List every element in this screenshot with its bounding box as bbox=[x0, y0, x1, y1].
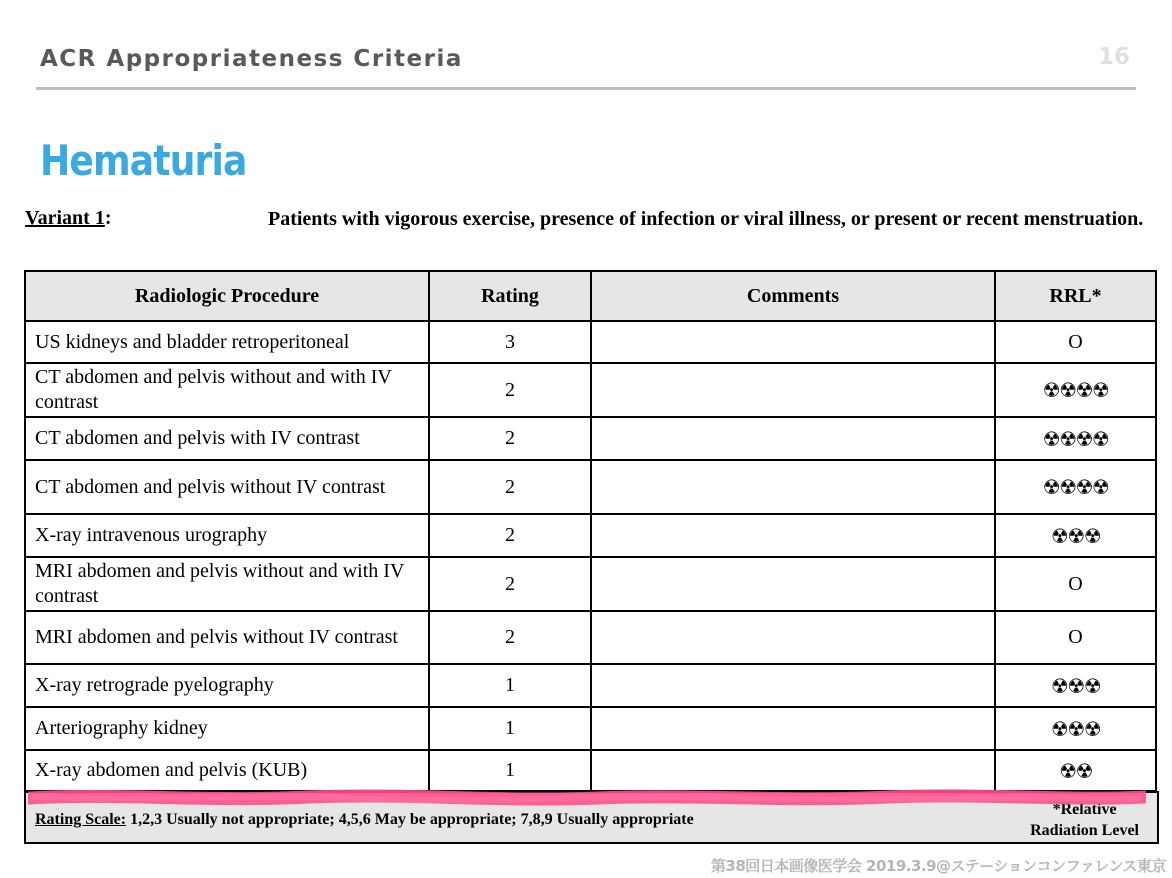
rrl-radiation-icons: ☢☢☢ bbox=[995, 514, 1156, 557]
rating-cell: 2 bbox=[429, 557, 591, 611]
procedure-cell: CT abdomen and pelvis with IV contrast bbox=[25, 417, 429, 460]
table-row bbox=[25, 557, 1156, 611]
procedure-cell: MRI abdomen and pelvis without IV contrast bbox=[25, 611, 429, 664]
comments-cell bbox=[591, 750, 995, 791]
table-row bbox=[25, 611, 1156, 664]
header-title: ACR Appropriateness Criteria bbox=[40, 46, 463, 72]
table-row bbox=[25, 514, 1156, 557]
procedure-cell: CT abdomen and pelvis without and with IV contrast bbox=[25, 363, 429, 417]
criteria-table bbox=[24, 270, 1157, 792]
variant-label-text: Variant 1 bbox=[25, 207, 105, 229]
table-row bbox=[25, 417, 1156, 460]
variant-description: Patients with vigorous exercise, presence of infection or viral illness, or present or recent menstruation. bbox=[268, 208, 1144, 230]
comments-cell bbox=[591, 363, 995, 417]
column-header-rrl: RRL* bbox=[995, 271, 1156, 321]
column-header-comments: Comments bbox=[591, 271, 995, 321]
rating-cell: 1 bbox=[429, 750, 591, 791]
rating-cell: 2 bbox=[429, 417, 591, 460]
comments-cell bbox=[591, 611, 995, 664]
rating-cell: 2 bbox=[429, 363, 591, 417]
rating-cell: 2 bbox=[429, 514, 591, 557]
table-row bbox=[25, 460, 1156, 514]
rating-scale-label: Rating Scale: bbox=[35, 811, 127, 828]
rrl-legend-line2: Radiation Level bbox=[1030, 822, 1139, 839]
comments-cell bbox=[591, 417, 995, 460]
rrl-radiation-icons: ☢☢☢ bbox=[995, 664, 1156, 707]
table-row bbox=[25, 750, 1156, 791]
variant-label-colon: : bbox=[104, 207, 112, 229]
comments-cell bbox=[591, 707, 995, 750]
rating-cell: 2 bbox=[429, 611, 591, 664]
header-divider bbox=[36, 87, 1136, 90]
table-header-row bbox=[25, 271, 1156, 321]
column-header-procedure: Radiologic Procedure bbox=[25, 271, 429, 321]
table-row bbox=[25, 664, 1156, 707]
slide-title: Hematuria bbox=[40, 136, 247, 185]
comments-cell bbox=[591, 321, 995, 363]
marker-highlight-stroke bbox=[28, 789, 1146, 807]
rrl-radiation-icons: ☢☢ bbox=[995, 750, 1156, 791]
rrl-cell: O bbox=[995, 557, 1156, 611]
rating-scale-text: 1,2,3 Usually not appropriate; 4,5,6 May be appropriate; 7,8,9 Usually appropriate bbox=[126, 811, 694, 828]
rrl-radiation-icons: ☢☢☢☢ bbox=[995, 363, 1156, 417]
rrl-radiation-icons: ☢☢☢☢ bbox=[995, 460, 1156, 514]
comments-cell bbox=[591, 664, 995, 707]
rrl-legend-line1: *Relative bbox=[1052, 801, 1117, 818]
comments-cell bbox=[591, 557, 995, 611]
procedure-cell: X-ray retrograde pyelography bbox=[25, 664, 429, 707]
procedure-cell: X-ray abdomen and pelvis (KUB) bbox=[25, 750, 429, 791]
table-row bbox=[25, 321, 1156, 363]
rrl-cell: O bbox=[995, 321, 1156, 363]
procedure-cell: X-ray intravenous urography bbox=[25, 514, 429, 557]
footer-credit: 第38回日本画像医学会 2019.3.9@ステーションコンファレンス東京 bbox=[710, 857, 1166, 875]
rating-cell: 3 bbox=[429, 321, 591, 363]
table-row bbox=[25, 363, 1156, 417]
procedure-cell: Arteriography kidney bbox=[25, 707, 429, 750]
table-row bbox=[25, 707, 1156, 750]
rating-cell: 1 bbox=[429, 707, 591, 750]
page-number: 16 bbox=[1097, 44, 1130, 70]
rating-cell: 1 bbox=[429, 664, 591, 707]
rrl-radiation-icons: ☢☢☢ bbox=[995, 707, 1156, 750]
procedure-cell: MRI abdomen and pelvis without and with IV contrast bbox=[25, 557, 429, 611]
procedure-cell: CT abdomen and pelvis without IV contrast bbox=[25, 460, 429, 514]
rating-cell: 2 bbox=[429, 460, 591, 514]
procedure-cell: US kidneys and bladder retroperitoneal bbox=[25, 321, 429, 363]
rating-scale-note bbox=[35, 811, 694, 829]
rrl-cell: O bbox=[995, 611, 1156, 664]
column-header-rating: Rating bbox=[429, 271, 591, 321]
rrl-radiation-icons: ☢☢☢☢ bbox=[995, 417, 1156, 460]
comments-cell bbox=[591, 514, 995, 557]
variant-label bbox=[25, 207, 112, 230]
comments-cell bbox=[591, 460, 995, 514]
